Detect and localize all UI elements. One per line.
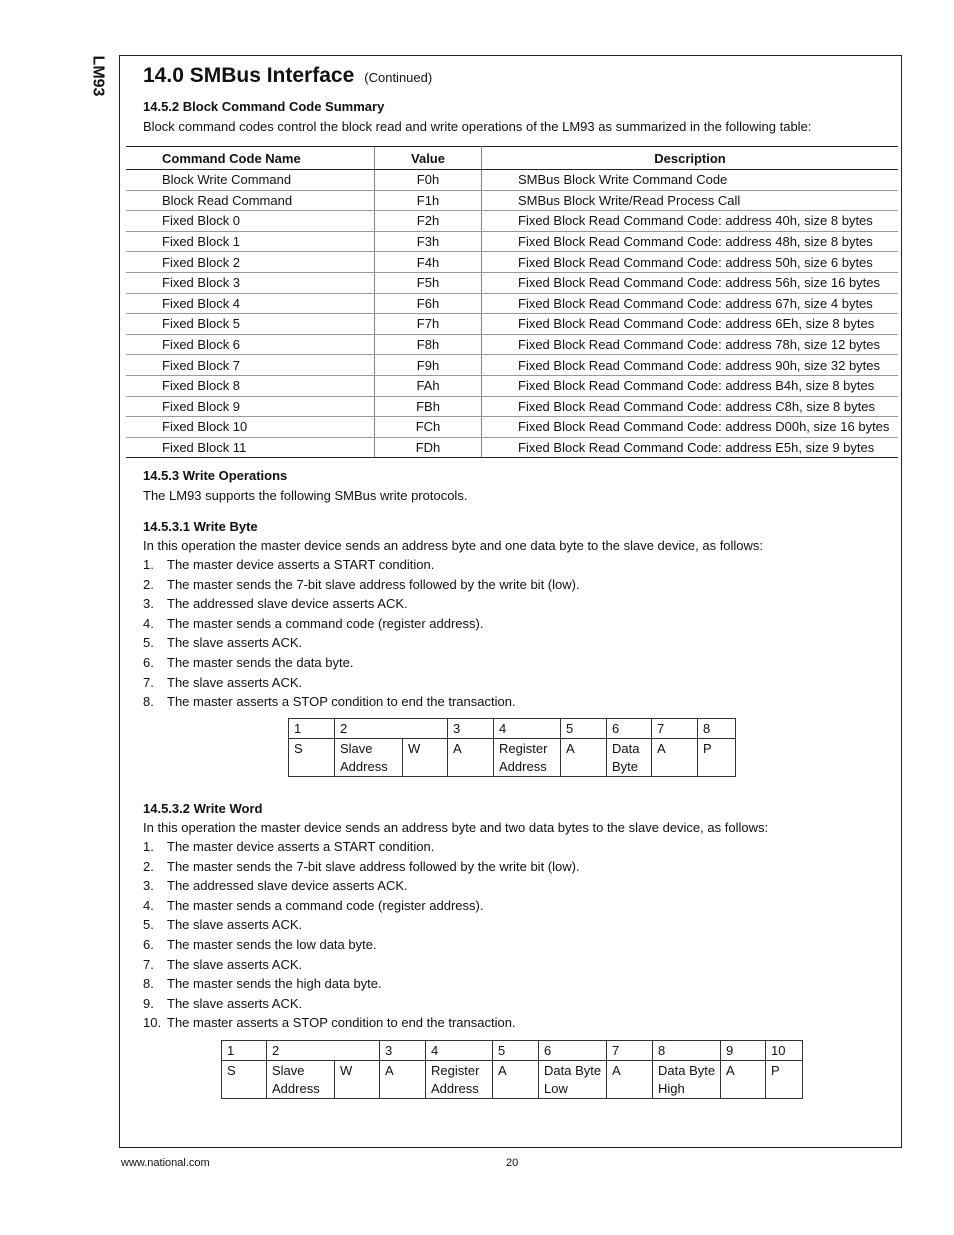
list-item xyxy=(143,555,580,575)
list-item xyxy=(143,692,580,712)
protocol-field-cell: A xyxy=(652,739,698,777)
list-item-number: 9. xyxy=(143,995,154,1011)
list-item-number: 6. xyxy=(143,936,154,952)
list-item-number: 5. xyxy=(143,917,154,933)
list-item xyxy=(143,974,580,994)
list-item-text: The master sends the 7-bit slave address followed by the write bit (low). xyxy=(167,858,580,874)
list-item-text: The master sends a command code (register address). xyxy=(167,615,484,631)
protocol-field-cell: Slave Address xyxy=(267,1061,335,1099)
protocol-index-cell: 7 xyxy=(607,1041,653,1061)
command-name-cell: Block Read Command xyxy=(126,190,375,211)
protocol-field-cell: Register Address xyxy=(494,739,561,777)
protocol-index-cell: 1 xyxy=(222,1041,267,1061)
block-summary-intro: Block command codes control the block read and write operations of the LM93 as summarized in the following table: xyxy=(143,119,812,134)
table-row xyxy=(126,190,898,211)
table-row xyxy=(126,211,898,232)
list-item-text: The master asserts a STOP condition to end the transaction. xyxy=(167,694,516,710)
block-summary-heading: 14.5.2 Block Command Code Summary xyxy=(143,99,385,114)
list-item-number: 2. xyxy=(143,576,154,592)
list-item xyxy=(143,857,580,877)
protocol-index-cell: 3 xyxy=(448,719,494,739)
list-item-text: The slave asserts ACK. xyxy=(167,956,303,972)
write-byte-heading: 14.5.3.1 Write Byte xyxy=(143,519,258,534)
write-word-steps xyxy=(143,837,580,1033)
value-cell: F1h xyxy=(375,190,482,211)
command-name-cell: Fixed Block 10 xyxy=(126,417,375,438)
table-header-row xyxy=(126,147,898,170)
command-name-cell: Fixed Block 11 xyxy=(126,437,375,458)
table-row xyxy=(126,170,898,191)
list-item xyxy=(143,575,580,595)
command-name-cell: Fixed Block 6 xyxy=(126,334,375,355)
value-cell: F0h xyxy=(375,170,482,191)
side-part-label: LM93 xyxy=(89,55,107,97)
protocol-index-cell: 7 xyxy=(652,719,698,739)
protocol-field-cell: Data Byte Low xyxy=(539,1061,607,1099)
list-item xyxy=(143,1013,580,1033)
description-cell: SMBus Block Write/Read Process Call xyxy=(482,190,899,211)
list-item-text: The master device asserts a START condition. xyxy=(167,557,435,572)
command-name-cell: Fixed Block 4 xyxy=(126,293,375,314)
protocol-index-cell: 4 xyxy=(426,1041,493,1061)
list-item xyxy=(143,876,580,896)
list-item xyxy=(143,594,580,614)
value-cell: F8h xyxy=(375,334,482,355)
section-title xyxy=(143,64,432,88)
list-item-text: The slave asserts ACK. xyxy=(167,995,303,1011)
protocol-field-row xyxy=(289,739,736,777)
list-item-number: 3. xyxy=(143,596,154,612)
protocol-index-cell: 5 xyxy=(493,1041,539,1061)
protocol-index-cell: 6 xyxy=(539,1041,607,1061)
protocol-field-cell: A xyxy=(607,1061,653,1099)
description-cell: Fixed Block Read Command Code: address 50h, size 6 bytes xyxy=(482,252,899,273)
protocol-index-cell: 8 xyxy=(698,719,736,739)
list-item xyxy=(143,935,580,955)
protocol-index-cell: 8 xyxy=(653,1041,721,1061)
protocol-field-cell: P xyxy=(766,1061,803,1099)
value-cell: F9h xyxy=(375,355,482,376)
write-word-protocol-table xyxy=(221,1040,803,1099)
protocol-field-cell: S xyxy=(222,1061,267,1099)
value-cell: FCh xyxy=(375,417,482,438)
list-item-number: 5. xyxy=(143,635,154,651)
list-item-number: 8. xyxy=(143,976,154,992)
description-cell: Fixed Block Read Command Code: address 40h, size 8 bytes xyxy=(482,211,899,232)
value-cell: F7h xyxy=(375,314,482,335)
table-row xyxy=(126,355,898,376)
list-item-number: 1. xyxy=(143,557,154,572)
protocol-field-cell: Data Byte xyxy=(607,739,652,777)
list-item xyxy=(143,673,580,693)
list-item-text: The slave asserts ACK. xyxy=(167,917,303,933)
column-header: Description xyxy=(482,147,899,170)
table-row xyxy=(126,252,898,273)
command-name-cell: Fixed Block 9 xyxy=(126,396,375,417)
table-row xyxy=(126,334,898,355)
protocol-field-cell: A xyxy=(721,1061,766,1099)
description-cell: Fixed Block Read Command Code: address E5h, size 9 bytes xyxy=(482,437,899,458)
list-item-number: 4. xyxy=(143,897,154,913)
protocol-field-cell: P xyxy=(698,739,736,777)
protocol-index-cell: 4 xyxy=(494,719,561,739)
list-item-text: The master asserts a STOP condition to end the transaction. xyxy=(167,1015,516,1031)
list-item xyxy=(143,915,580,935)
value-cell: FBh xyxy=(375,396,482,417)
list-item xyxy=(143,614,580,634)
write-ops-heading: 14.5.3 Write Operations xyxy=(143,468,288,483)
list-item-text: The master sends the data byte. xyxy=(167,654,354,670)
command-name-cell: Fixed Block 7 xyxy=(126,355,375,376)
description-cell: Fixed Block Read Command Code: address C8h, size 8 bytes xyxy=(482,396,899,417)
table-row xyxy=(126,231,898,252)
write-word-intro: In this operation the master device sends an address byte and two data bytes to the slave device, as follows: xyxy=(143,820,769,835)
list-item xyxy=(143,994,580,1014)
value-cell: F2h xyxy=(375,211,482,232)
table-row xyxy=(126,272,898,293)
value-cell: FDh xyxy=(375,437,482,458)
continued-note: (Continued) xyxy=(364,70,433,85)
list-item-text: The master sends a command code (register address). xyxy=(167,897,484,913)
value-cell: F3h xyxy=(375,231,482,252)
write-word-heading: 14.5.3.2 Write Word xyxy=(143,801,263,816)
value-cell: F4h xyxy=(375,252,482,273)
description-cell: Fixed Block Read Command Code: address 48h, size 8 bytes xyxy=(482,231,899,252)
list-item-number: 8. xyxy=(143,694,154,710)
protocol-index-row xyxy=(289,719,736,739)
table-row xyxy=(126,396,898,417)
list-item xyxy=(143,896,580,916)
frame-top-rule xyxy=(119,55,902,56)
value-cell: F6h xyxy=(375,293,482,314)
command-name-cell: Fixed Block 0 xyxy=(126,211,375,232)
protocol-index-row xyxy=(222,1041,803,1061)
column-header: Value xyxy=(375,147,482,170)
table-row xyxy=(126,293,898,314)
protocol-index-cell: 1 xyxy=(289,719,335,739)
list-item-number: 2. xyxy=(143,858,154,874)
command-name-cell: Block Write Command xyxy=(126,170,375,191)
command-name-cell: Fixed Block 1 xyxy=(126,231,375,252)
protocol-index-cell: 6 xyxy=(607,719,652,739)
write-byte-steps xyxy=(143,555,580,712)
list-item-number: 6. xyxy=(143,654,154,670)
protocol-index-cell: 9 xyxy=(721,1041,766,1061)
protocol-index-cell: 3 xyxy=(380,1041,426,1061)
protocol-field-cell: A xyxy=(448,739,494,777)
description-cell: Fixed Block Read Command Code: address 90h, size 32 bytes xyxy=(482,355,899,376)
write-byte-protocol-table xyxy=(288,718,736,777)
list-item xyxy=(143,955,580,975)
list-item-number: 4. xyxy=(143,615,154,631)
protocol-field-cell: S xyxy=(289,739,335,777)
list-item-number: 10. xyxy=(143,1015,162,1031)
list-item xyxy=(143,633,580,653)
description-cell: Fixed Block Read Command Code: address 67h, size 4 bytes xyxy=(482,293,899,314)
list-item-text: The master device asserts a START condition. xyxy=(167,839,435,854)
description-cell: Fixed Block Read Command Code: address 6Eh, size 8 bytes xyxy=(482,314,899,335)
column-header: Command Code Name xyxy=(126,147,375,170)
protocol-index-cell: 2 xyxy=(267,1041,380,1061)
protocol-field-cell: A xyxy=(380,1061,426,1099)
list-item-text: The slave asserts ACK. xyxy=(167,674,303,690)
protocol-field-cell: W xyxy=(403,739,448,777)
footer-website: www.national.com xyxy=(121,1157,210,1169)
protocol-field-cell: A xyxy=(493,1061,539,1099)
description-cell: Fixed Block Read Command Code: address 56h, size 16 bytes xyxy=(482,272,899,293)
command-name-cell: Fixed Block 8 xyxy=(126,375,375,396)
description-cell: Fixed Block Read Command Code: address 78h, size 12 bytes xyxy=(482,334,899,355)
description-cell: Fixed Block Read Command Code: address D00h, size 16 bytes xyxy=(482,417,899,438)
list-item-text: The master sends the 7-bit slave address followed by the write bit (low). xyxy=(167,576,580,592)
protocol-index-cell: 2 xyxy=(335,719,448,739)
protocol-index-cell: 10 xyxy=(766,1041,803,1061)
list-item-text: The master sends the low data byte. xyxy=(167,936,377,952)
protocol-field-cell: W xyxy=(335,1061,380,1099)
protocol-field-cell: Slave Address xyxy=(335,739,403,777)
value-cell: F5h xyxy=(375,272,482,293)
footer-page-number: 20 xyxy=(506,1157,519,1169)
command-name-cell: Fixed Block 5 xyxy=(126,314,375,335)
command-code-table xyxy=(126,146,898,458)
table-row xyxy=(126,375,898,396)
protocol-field-cell: A xyxy=(561,739,607,777)
list-item-number: 3. xyxy=(143,878,154,894)
description-cell: Fixed Block Read Command Code: address B4h, size 8 bytes xyxy=(482,375,899,396)
list-item-number: 1. xyxy=(143,839,154,854)
table-row xyxy=(126,314,898,335)
protocol-field-row xyxy=(222,1061,803,1099)
list-item-text: The slave asserts ACK. xyxy=(167,635,303,651)
list-item-text: The master sends the high data byte. xyxy=(167,976,382,992)
write-byte-intro: In this operation the master device sends an address byte and one data byte to the slave device, as follows: xyxy=(143,538,764,553)
list-item xyxy=(143,837,580,857)
protocol-field-cell: Register Address xyxy=(426,1061,493,1099)
list-item-number: 7. xyxy=(143,674,154,690)
value-cell: FAh xyxy=(375,375,482,396)
description-cell: SMBus Block Write Command Code xyxy=(482,170,899,191)
list-item xyxy=(143,653,580,673)
protocol-index-cell: 5 xyxy=(561,719,607,739)
table-row xyxy=(126,437,898,458)
write-ops-intro: The LM93 supports the following SMBus write protocols. xyxy=(143,488,468,503)
protocol-field-cell: Data Byte High xyxy=(653,1061,721,1099)
command-name-cell: Fixed Block 3 xyxy=(126,272,375,293)
list-item-number: 7. xyxy=(143,956,154,972)
command-name-cell: Fixed Block 2 xyxy=(126,252,375,273)
list-item-text: The addressed slave device asserts ACK. xyxy=(167,596,408,612)
table-row xyxy=(126,417,898,438)
section-title-text: 14.0 SMBus Interface xyxy=(143,64,355,87)
list-item-text: The addressed slave device asserts ACK. xyxy=(167,878,408,894)
